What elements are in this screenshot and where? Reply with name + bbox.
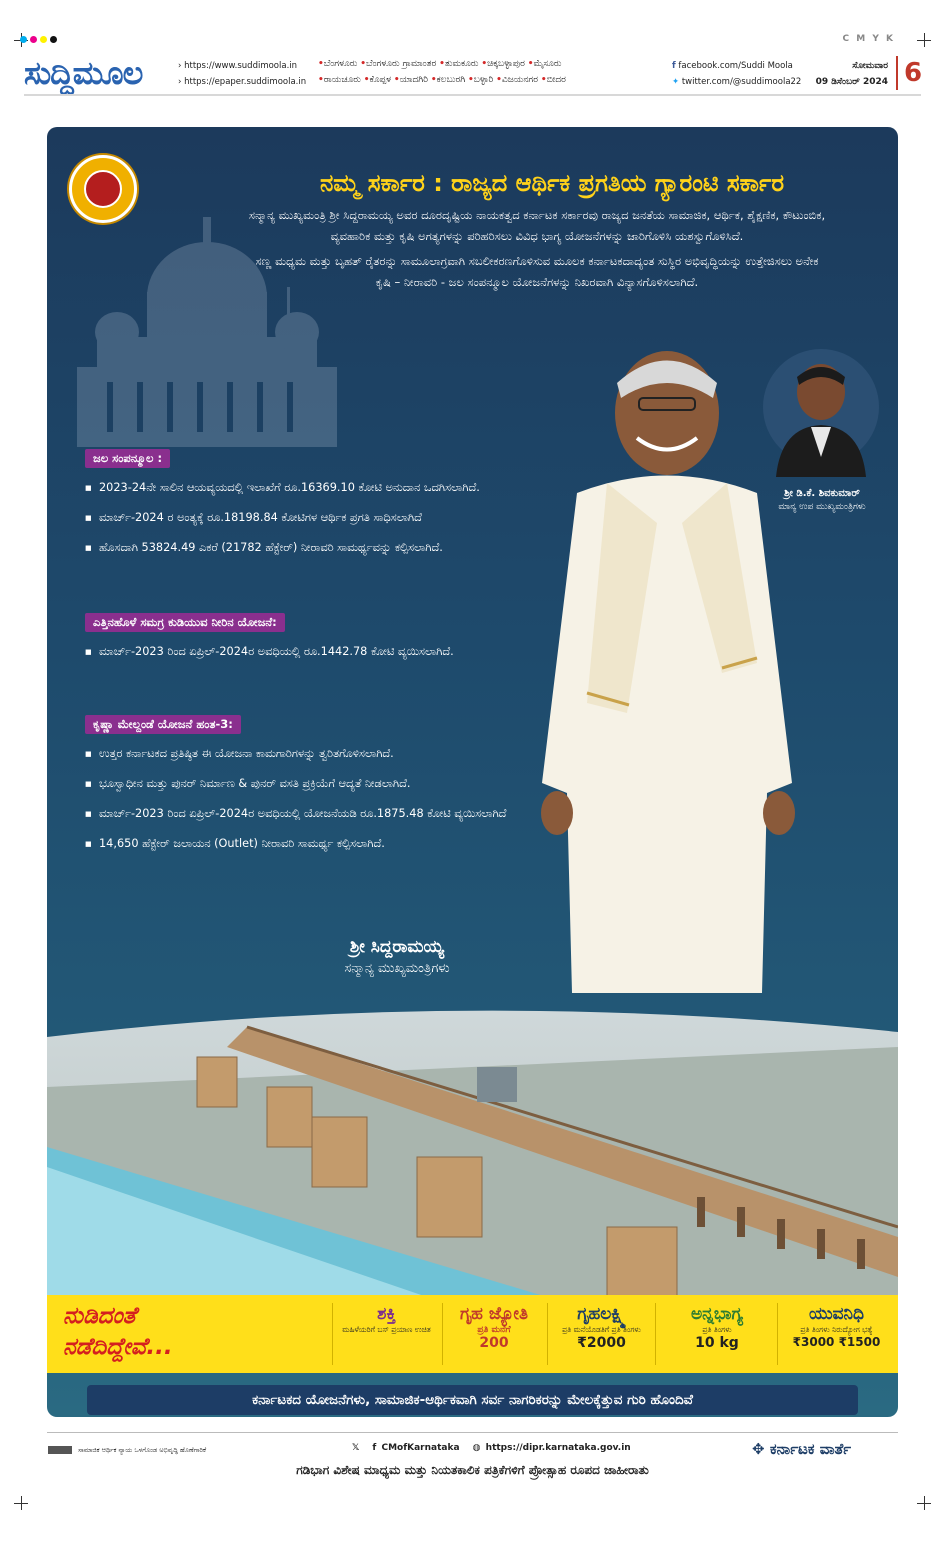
cmyk-label: C M Y K — [842, 34, 895, 44]
list-item: ■ 2023-24ನೇ ಸಾಲಿನ ಆಯವ್ಯಯದಲ್ಲಿ ಇಲಾಖೆಗೆ ರೂ.16369.10 ಕೋಟಿ ಅನುದಾನ ಒದಗಿಸಲಾಗಿದೆ. — [85, 478, 525, 498]
scheme-logo: ಗೃಹಲಕ್ಷ್ಮಿ — [577, 1304, 626, 1324]
deputy-cm-photo — [761, 347, 881, 477]
scheme-amount: ₹3000 ₹1500 — [792, 1335, 881, 1349]
city: ಕೊಪ್ಪಳ — [369, 75, 392, 85]
crop-mark — [924, 1496, 925, 1510]
page-number: 6 — [896, 56, 922, 90]
city: ರಾಯಚೂರು — [323, 75, 361, 85]
vidhana-soudha-icon — [48, 1446, 72, 1454]
section-water-resources — [85, 449, 525, 568]
city: ಬೆಂಗಳೂರು — [323, 59, 358, 69]
city: ಬಳ್ಳಾರಿ — [473, 75, 494, 85]
header-links — [178, 58, 306, 90]
header-social — [672, 58, 801, 90]
footer-caption: ಗಡಿಭಾಗ ವಿಶೇಷ ಮಾಧ್ಯಮ ಮತ್ತು ನಿಯತಕಾಲಿಕ ಪತ್ರಿಕೆಗಳಿಗೆ ಪ್ರೋತ್ಸಾಹ ರೂಪದ ಜಾಹೀರಾತು — [296, 1463, 649, 1477]
facebook-icon: f — [672, 61, 676, 71]
facebook-icon: f — [372, 1443, 377, 1453]
intro-paragraph: ಸನ್ಮಾನ್ಯ ಮುಖ್ಯಮಂತ್ರಿ ಶ್ರೀ ಸಿದ್ದರಾಮಯ್ಯ ಅವರ ದೂರದೃಷ್ಟಿಯ ನಾಯಕತ್ವದ ಕರ್ನಾಟಕ ಸರ್ಕಾರವು ರಾಜ್ಯದ ಜನತೆಯ ಸಾಮಾಜಿಕ, ಆರ್ಥಿಕ, ಶೈಕ್ಷಣಿಕ, ಕೌಟುಂಬಿಕ, ವ್ಯವಹಾರಿಕ ಮತ್ತು ಕೃಷಿ ಅಗತ್ಯಗಳನ್ನು ಪರಿಹರಿಸಲು ವಿವಿಧ ಭಾಗ್ಯ ಯೋಜನೆಗಳನ್ನು ಜಾರಿಗೊಳಿಸಿ ಯಶಸ್ವುಗೊಳಿಸಿದೆ. — [248, 208, 826, 243]
deputy-cm-title: ಮಾನ್ಯ ಉಪ ಮುಖ್ಯಮಂತ್ರಿಗಳು — [778, 502, 866, 512]
issue-date — [810, 58, 888, 90]
website-link[interactable]: › https://www.suddimoola.in — [178, 61, 298, 71]
scheme-subtitle: ಪ್ರತಿ ಮನೆಗೆ — [477, 1325, 511, 1335]
facebook-link[interactable]: f facebook.com/Suddi Moola — [672, 61, 793, 71]
list-item: ■ ಉತ್ತರ ಕರ್ನಾಟಕದ ಪ್ರತಿಷ್ಠಿತ ಈ ಯೋಜನಾ ಕಾಮಗಾರಿಗಳನ್ನು ತ್ವರಿತಗೊಳಿಸಲಾಗಿದೆ. — [85, 744, 525, 764]
scheme-gruha-lakshmi — [547, 1303, 655, 1365]
weekday: ಸೋಮವಾರ — [852, 61, 888, 71]
footer-links — [352, 1443, 641, 1453]
karnataka-emblem — [69, 155, 137, 223]
bottom-slogan-band: ಕರ್ನಾಟಕದ ಯೋಜನೆಗಳು, ಸಾಮಾಜಿಕ-ಆರ್ಥಿಕವಾಗಿ ಸರ್ವ ನಾಗರಿಕರನ್ನು ಮೇಲಕ್ಕೆತ್ತುವ ಗುರಿ ಹೊಂದಿವೆ — [87, 1385, 858, 1415]
tagline: ನುಡಿದಂತೆ ನಡೆದಿದ್ದೇವೆ... — [63, 1303, 173, 1360]
city: ಚಿಕ್ಕಬಳ್ಳಾಪುರ — [487, 59, 525, 69]
scheme-amount: ₹2000 — [577, 1335, 626, 1351]
twitter-icon: ✦ — [672, 77, 680, 87]
scheme-logo: ಗೃಹ ಜ್ಯೋತಿ — [459, 1304, 529, 1324]
scheme-subtitle: ಪ್ರತಿ ಮನೆಯೊಡತಿಗೆ ಪ್ರತಿ ತಿಂಗಳು — [562, 1325, 641, 1334]
guarantee-schemes-banner — [47, 1295, 898, 1373]
footer-note: ಸಾಮಾಜಿಕ ಆರ್ಥಿಕ ನ್ಯಾಯ ಒಳಗೊಂಡ ಅಭಿವೃದ್ಧಿ ಹೊಣೆಗಾರಿಕೆ — [48, 1446, 248, 1455]
globe-icon: ◍ — [472, 1443, 481, 1453]
city: ಕಲಬುರಗಿ — [436, 75, 466, 85]
krs-dam-photo — [47, 1007, 898, 1297]
scheme-shakti — [332, 1303, 440, 1365]
deputy-cm-caption — [747, 487, 897, 514]
scheme-anna-bhagya — [655, 1303, 778, 1365]
ad-intro — [247, 205, 827, 297]
cm-name: ಶ್ರೀ ಸಿದ್ದರಾಮಯ್ಯ — [349, 937, 445, 957]
section-title: ಎತ್ತಿನಹೊಳೆ ಸಮಗ್ರ ಕುಡಿಯುವ ನೀರಿನ ಯೋಜನೆ: — [85, 613, 285, 632]
city: ಬೆಂಗಳೂರು ಗ್ರಾಮಾಂತರ — [366, 59, 437, 69]
scheme-subtitle: ಪ್ರತಿ ತಿಂಗಳು — [702, 1325, 732, 1334]
cm-caption — [297, 937, 497, 976]
city: ತುಮಕೂರು — [444, 59, 479, 69]
social-handle[interactable]: CMofKarnataka — [381, 1443, 460, 1453]
crop-mark — [924, 33, 925, 47]
list-item: ■ ಭೂಸ್ವಾಧೀನ ಮತ್ತು ಪುನರ್ ನಿರ್ಮಾಣ & ಪುನರ್ ವಸತಿ ಪ್ರಕ್ರಿಯೆಗೆ ಆದ್ಯತೆ ನೀಡಲಾಗಿದೆ. — [85, 774, 525, 794]
scheme-subtitle: ಮಹಿಳೆಯರಿಗೆ ಬಸ್ ಪ್ರಯಾಣ ಉಚಿತ — [342, 1325, 431, 1334]
government-advertisement — [47, 127, 898, 1417]
scheme-yuva-nidhi — [777, 1303, 895, 1365]
epaper-link[interactable]: › https://epaper.suddimoola.in — [178, 77, 307, 87]
scheme-gruha-jyothi — [442, 1303, 545, 1365]
city: ಯಾದಗಿರಿ — [399, 75, 428, 85]
city: ವಿಜಯನಗರ — [501, 75, 539, 85]
intro-paragraph: ಸಣ್ಣ ಮಧ್ಯಮ ಮತ್ತು ಬೃಹತ್ ರೈತರನ್ನು ಸಾಮೂಲಾಗ್ರವಾಗಿ ಸಬಲೀಕರಣಗೊಳಿಸುವ ಮೂಲಕ ಕರ್ನಾಟಕದಾದ್ಯಂತ ಸುಸ್ಥಿರ ಅಭಿವೃದ್ಧಿಯನ್ನು ಉತ್ತೇಜಿಸಲು ಅನೇಕ ಕೃಷಿ – ನೀರಾವರಿ - ಜಲ ಸಂಪನ್ಮೂಲ ಯೋಜನೆಗಳನ್ನು ನಿಖರವಾಗಿ ವಿನ್ಯಾಸಗೊಳಿಸಲಾಗಿದೆ. — [255, 254, 819, 289]
header-divider — [24, 94, 921, 96]
city: ಬೀದರ — [546, 75, 566, 85]
scheme-logo: ಯುವನಿಧಿ — [809, 1304, 864, 1324]
section-title: ಕೃಷ್ಣಾ ಮೇಲ್ದಂಡೆ ಯೋಜನೆ ಹಂತ-3: — [85, 715, 241, 734]
cmyk-registration-dots — [20, 36, 57, 43]
x-icon: 𝕏 — [352, 1443, 360, 1453]
scheme-amount: 200 — [479, 1335, 509, 1351]
list-item: ■ ಮಾರ್ಚ್-2023 ರಿಂದ ಏಪ್ರಿಲ್-2024ರ ಅವಧಿಯಲ್ಲಿ ಯೋಜನೆಯಡಿ ರೂ.1875.48 ಕೋಟಿ ವ್ಯಯಿಸಲಾಗಿದೆ — [85, 804, 525, 824]
city: ಮೈಸೂರು — [533, 59, 562, 69]
list-item: ■ ಮಾರ್ಚ್-2024 ರ ಅಂತ್ಯಕ್ಕೆ ರೂ.18198.84 ಕೋಟಿಗಳ ಆರ್ಥಿಕ ಪ್ರಗತಿ ಸಾಧಿಸಲಾಗಿದೆ — [85, 508, 525, 528]
date: 09 ಡಿಸೆಂಬರ್ 2024 — [815, 77, 888, 87]
crop-mark — [21, 1496, 22, 1510]
scheme-logo: ಶಕ್ತಿ — [377, 1304, 396, 1324]
ad-headline: ನಮ್ಮ ಸರ್ಕಾರ : ರಾಜ್ಯದ ಆರ್ಥಿಕ ಪ್ರಗತಿಯ ಗ್ಯಾರಂಟಿ ಸರ್ಕಾರ — [319, 169, 785, 197]
cm-title: ಸನ್ಮಾನ್ಯ ಮುಖ್ಯಮಂತ್ರಿಗಳು — [344, 961, 450, 976]
scheme-logo: ಅನ್ನಭಾಗ್ಯ — [690, 1304, 744, 1324]
varthe-emblem-icon: ✥ — [752, 1440, 765, 1458]
list-item: ■ 14,650 ಹೆಕ್ಟೇರ್ ಜಲಾಯನ (Outlet) ನೀರಾವರಿ ಸಾಮರ್ಥ್ಯ ಕಲ್ಪಿಸಲಾಗಿದೆ. — [85, 834, 525, 854]
list-item: ■ ಮಾರ್ಚ್-2023 ರಿಂದ ಏಪ್ರಿಲ್-2024ರ ಅವಧಿಯಲ್ಲಿ ರೂ.1442.78 ಕೋಟಿ ವ್ಯಯಿಸಲಾಗಿದೆ. — [85, 642, 525, 662]
twitter-link[interactable]: ✦ twitter.com/@suddimoola22 — [672, 77, 802, 87]
masthead-logo: ಸುದ್ದಿಮೂಲ — [24, 54, 143, 92]
scheme-amount: 10 kg — [695, 1335, 739, 1351]
section-upper-krishna — [85, 715, 525, 864]
deputy-cm-name: ಶ್ರೀ ಡಿ.ಕೆ. ಶಿವಕುಮಾರ್ — [784, 488, 860, 499]
section-ettinahole — [85, 613, 525, 672]
list-item: ■ ಹೊಸದಾಗಿ 53824.49 ಎಕರೆ (21782 ಹೆಕ್ಟೇರ್) ನೀರಾವರಿ ಸಾಮರ್ಥ್ಯವನ್ನು ಕಲ್ಪಿಸಲಾಗಿದೆ. — [85, 538, 525, 558]
edition-cities: •ಬೆಂಗಳೂರು •ಬೆಂಗಳೂರು ಗ್ರಾಮಾಂತರ •ತುಮಕೂರು •ಚಿಕ್ಕಬಳ್ಳಾಪುರ •ಮೈಸೂರು •ರಾಯಚೂರು •ಕೊಪ್ಪಳ •ಯಾದಗಿರಿ •ಕಲಬುರಗಿ •ಬಳ್ಳಾರಿ •ವಿಜಯನಗರ •ಬೀದರ — [318, 59, 566, 85]
section-title: ಜಲ ಸಂಪನ್ಮೂಲ : — [85, 449, 170, 468]
website-link[interactable]: https://dipr.karnataka.gov.in — [485, 1443, 631, 1453]
karnataka-varthe-logo: ✥ ಕರ್ನಾಟಕ ವಾರ್ತೆ — [752, 1440, 851, 1458]
scheme-subtitle: ಪ್ರತಿ ತಿಂಗಳು ನಿರುದ್ಯೋಗ ಭತ್ಯೆ — [800, 1325, 873, 1334]
footer-divider — [47, 1432, 898, 1433]
